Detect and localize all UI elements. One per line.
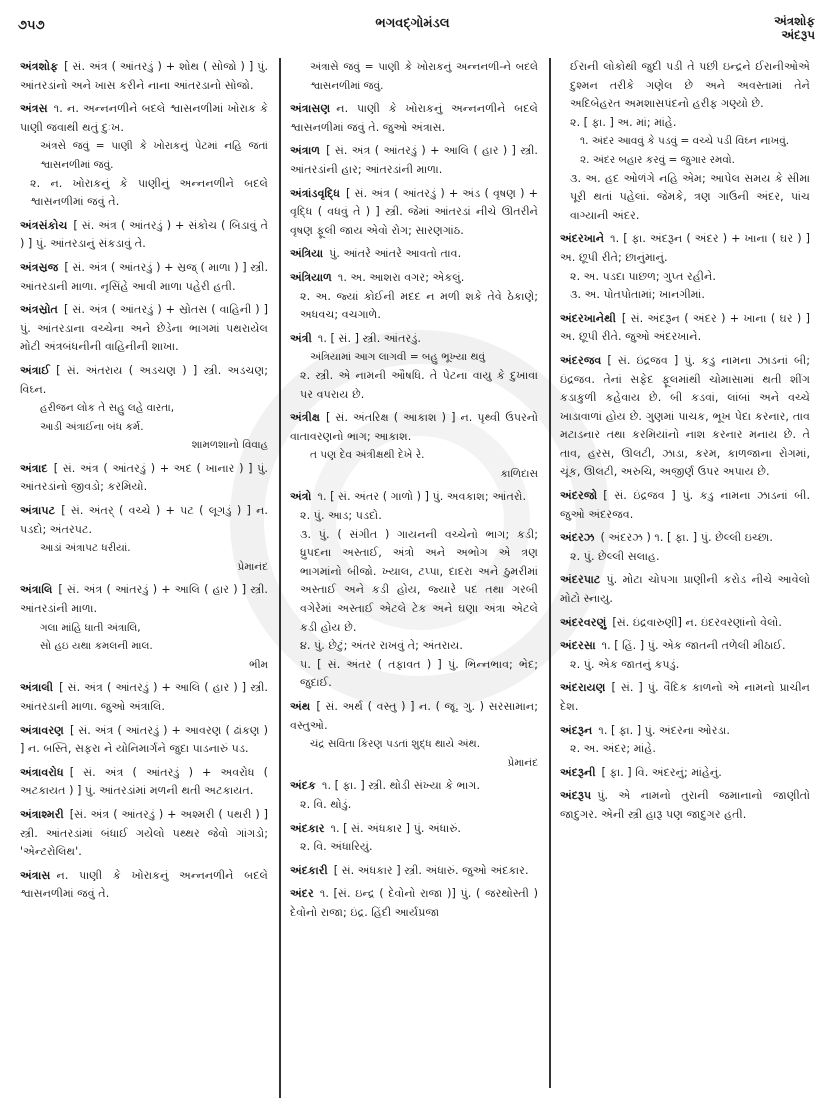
entry-main [560,529,810,548]
definition: પું. એ નામનો તુરાની જમાનાનો જાણીતો જાદુગર. એની સ્ત્રી હારૂ પણ જાદુગર હતી. [560,789,810,821]
page-header [0,0,825,58]
dictionary-entry [20,100,268,212]
entry-main [20,764,268,801]
definition: [ સં. અંત્ર ( આંતરડું ) + આલિ ( હાર ) ] સ્ત્રી. આંતરડાંની માળા. [20,583,268,616]
headword: અંદરસા [560,639,596,653]
definition: [ સં. અંત્ર ( આંતરડું ) + સંકોચ ( બિડાવું તે ) ] પું. આંતરડાનું સંકડાવું તે. [20,218,268,251]
usage-example: ત પણ દેવ અંત્રીક્ષથી દેખે રે. [310,449,425,462]
book-title: ભગવદ્ગોમંડલ [375,16,450,31]
entry-main [20,806,268,862]
headword: અંત્રાસણ [290,102,331,116]
headword: અંત્રી [290,331,312,345]
usage-example: ૨. અંદર બહાર કરવું = જુગાર રમવો. [580,153,735,166]
quote-attribution: કાળિદાસ [500,467,538,480]
sub-sense: ૨. સ્ત્રી. એ નામની ઔષધિ. તે પેટના વાયુ કે દુખાવા પર વપરાય છે. [300,368,538,401]
usage-example: સો હઇ યથા કમલની માલ. [40,640,153,653]
usage-example: અંત્રસે જવું = પાણી કે ખોરાકનું પેટમાં નહિ જતાં શ્વાસનળીમાં જવું. [40,140,268,171]
sub-sense: ૨. પું. એક જાતનું કપડું. [570,657,680,671]
definition: પું. મોટા ચોપગા પ્રાણીની કરોડ નીચે આવેલો મોટો સ્નાયુ. [560,573,810,606]
entry-main [290,777,538,796]
dictionary-columns [0,58,825,1108]
dictionary-entry [290,58,538,95]
dictionary-entry [290,820,538,857]
headword: અંત્રસ્રોત [20,303,58,317]
entry-main [20,259,268,296]
definition: [ સં. અંદરૂન ( અંદર ) + ખાના ( ઘર ) ] અ. છૂપી રીતે. જુઓ અંદરખાને. [560,311,810,344]
dictionary-entry [20,217,268,254]
entry-main [290,269,538,288]
headword: અંત્રાદ [20,461,48,475]
headword: અંદરૂની [560,765,596,779]
headword: અંત્રાસ [20,868,51,882]
entry-main [290,185,538,241]
headword: અંદરૂપ [560,789,592,803]
headword: અંત્રાશ્મરી [20,807,64,821]
dictionary-entry [290,862,538,881]
definition: ૧. અ. આશરા વગર; એકલું. [337,270,465,284]
sub-sense: ૨. અ. પડદા પાછળ; ગુપ્ત રહીને. [570,269,716,283]
dictionary-entry [20,362,268,455]
dictionary-entry [290,885,538,922]
dictionary-entry [560,571,810,608]
headword: અંથ [290,700,311,713]
quote-attribution: શામળશાનો વિવાહ [191,439,268,452]
dictionary-entry [560,487,810,524]
dictionary-entry [560,787,810,824]
dictionary-entry [560,614,810,633]
usage-example: આડી અંત્રાઈના બંધ કર્મ. [40,420,144,433]
sub-sense: ૨. ન. ખોરાકનું કે પાણીનું અન્નનળીને બદલે શ્વાસનળીમાં જવું તે. [30,176,268,209]
dictionary-entry [20,806,268,862]
entry-main [560,787,810,824]
sub-sense: ૪. પું. છેટું; અંતર રાખવું તે; અંતરાય. [300,639,463,653]
sub-sense: ૨. વિ. અંધારિયું. [300,840,373,854]
definition: [ સં. ઇંદ્રજવ ] પું. કડુ નામના ઝાડનાં બી; ઇંદ્રજવ. તેનાં સફેદ ફૂલમાંથી ચોમાસામાં થતી શીંગ કડાકુળી કહેવાય છે. બી કડવાં, લાંબાં અને વચ્ચે ખાડાવાળાં હોય છે. ગુણમાં પાચક, ભૂખ પેદા કરનાર, તાવ મટાડનાર તથા કરમિયાંનો નાશ કરનાર મનાય છે. તે તાવ, હરસ, ઊલટી, ઝાડા, કરમ, કાળજાના રોગમાં, ચૂંક, ઊલટી, અરુચિ, અજીર્ણ ઉપર અપાય છે. [560,353,810,479]
definition: [ સં. અંતરાય ( અડચણ ) ] સ્ત્રી. અડચણ; વિઘ્ન. [20,363,268,396]
entry-main [560,679,810,716]
dictionary-entry [20,259,268,296]
definition: [ સં. અંત્ર ( આંતરડું ) + સ્રોતસ ( વાહિની ) ] પું. આંતરડાના વચ્ચેના અને છેડેના ભાગમાં પથરાયેલ મોટી અંત્રબંધનીની વાહિનીની શાખા. [20,303,268,354]
headword: અંદર [290,887,314,901]
definition: [ સં. ] પું. વૈદિક કાળનો એ નામનો પ્રાચીન દેશ. [560,681,810,713]
headword: અંદરખાનેથી [560,311,616,325]
guide-word-last: અંદરૂપ [781,28,815,42]
entry-main [290,698,538,735]
entry-main [20,867,268,904]
entry-main [560,352,810,482]
dictionary-entry [290,269,538,325]
headword: અંત્રાવરણ [20,723,64,737]
entry-main [290,885,538,922]
dictionary-entry [290,100,538,137]
dictionary-entry [20,722,268,759]
definition: [ સં. અંધકાર ] સ્ત્રી. અંધારું. જુઓ અંદકાર. [333,863,529,877]
entry-main [560,614,810,633]
definition: [ સં. અંત્ર ( આંતરડું ) + અવરોધ ( અટકાયત ) ] પું. આંતરડાંમાં મળની થતી અટકાયત. [20,765,268,798]
dictionary-entry [20,460,268,497]
quote-attribution: પ્રેમાનંદ [507,756,538,769]
entry-main [20,217,268,254]
entry-main [290,100,538,137]
usage-example: આડાં અંત્રાપટ ધરીયાં. [40,542,131,555]
dictionary-entry [290,488,538,693]
quote-attribution: પ્રેમાનંદ [237,560,268,573]
definition: [ સં. અંત્ર ( આંતરડું ) + આલિ ( હાર ) ] સ્ત્રી. આંતરડાંની હાર; આંતરડાંની માળા. [290,144,538,176]
dictionary-entry [290,698,538,772]
definition: [ સં. અંત્ર ( આંતરડું ) + આલિ ( હાર ) ] સ્ત્રી. આંતરડાની માળા. જુઓ અંત્રાલિ. [20,681,268,713]
dictionary-entry [290,185,538,241]
definition: ૧. [ સં. ] સ્ત્રી. આંતરડું. [317,331,421,345]
column-2 [290,58,538,928]
entry-main [290,820,538,839]
dictionary-entry [560,764,810,783]
headword: અંત્રાલિ [20,583,53,597]
guide-word-first: અંત્રશોફ [774,14,815,28]
entry-main [20,301,268,357]
dictionary-entry [290,409,538,483]
dictionary-entry [290,142,538,179]
headword: અંદરઝ [560,531,595,545]
definition: [સં. અંત્ર ( આંતરડું ) + અશ્મરી ( પથરી ) ] સ્ત્રી. આંતરડાંમાં બંધાઈ ગયેલો પથ્થર જેવો ગાંગડો; 'એન્ટરોલિથ'. [20,807,268,859]
headword: અંદરજો [560,489,598,503]
headword: અંદકાર [290,821,325,835]
dictionary-entry [560,679,810,716]
dictionary-entry [20,679,268,716]
sub-sense: ૨. [ ફા. ] અ. માં; માંહે. [570,115,677,129]
headword: અંત્રિયા [290,247,324,261]
headword: અંત્રસ્રજ [20,260,59,274]
headword: અંત્રાલી [20,681,54,695]
definition: ૧. [ હિં. ] પું. એક જાતની તળેલી મીઠાઈ. [601,639,786,653]
entry-main [20,460,268,497]
sub-sense: ૨. પું. આડ; પડદો. [300,509,382,523]
sub-sense: ૩. પું. ( સંગીત ) ગાયનની વચ્ચેનો ભાગ; કડી; ધ્રુપદના અસ્તાઈ, અંત્રો અને અભોગ એ ત્રણ ભાગમાંનો બીજો. ખ્યાલ, ટપ્પા, દાદરા અને ઠુમરીમાં અસ્તાઈ અને કડી હોય, જ્યારે પદ તથા ગરબી વગેરેમાં અસ્તાઈ એટલે ટેક અને ઘણા અંત્રા એટલે કડી હોય છે. [300,527,538,634]
headword: અંદરપાટ [560,573,601,587]
definition: [ સં. અંત્ર ( આંતરડું ) + અદ ( ખાનાર ) ] પું. આંતરડાંનો જીવડો; કરમિયો. [20,461,268,494]
sub-sense: ૨. અ. અંદર; માંહે. [570,742,656,756]
usage-example: અંત્રિયામાં આગ લાગવી = બહુ ભૂખ્યા થવું [310,351,486,364]
definition: [ સં. અંત્ર ( આંતરડું ) + સ્રજ્ ( માળા ) ] સ્ત્રી. આંતરડાની માળા. નૃસિંહે આવી માળા પહેરી હતી. [20,260,268,293]
headword: અંદક [290,779,316,793]
headword: અંત્રાવરોધ [20,765,64,779]
entry-main [290,330,538,349]
definition: ૧. [ ફા. અંદરૂન ( અંદર ) + ખાના ( ઘર ) ] અ. છૂપી રીતે; છાનુંમાનું. [560,232,810,264]
definition: ૧. [ ફા. ] સ્ત્રી. થોડી સંખ્યા કે ભાગ. [321,779,481,793]
sub-sense: ૩. અ. પોતપોતામાં; ખાનગીમાં. [570,288,705,302]
dictionary-entry [20,764,268,801]
sub-sense: ૨. પું. છેલ્લી સલાહ. [570,549,660,563]
definition: [ સં. અંત્ર ( આંતરડું ) + અંડ ( વૃષણ ) + વૃદ્ધિ ( વધવું તે ) ] સ્ત્રી. જેમાં આંતરડાં નીચે ઊતરીને વૃષણ ફૂલી જાય એવો રોગ; સારણગાંઠ. [290,186,538,237]
dictionary-entry [560,637,810,674]
headword: અંદરખાને [560,232,605,246]
dictionary-entry [560,529,810,566]
entry-main [20,362,268,399]
headword: અંત્રાળ [290,144,321,158]
entry-main [20,502,268,539]
entry-main [560,722,810,741]
entry-main [20,581,268,618]
entry-main [560,764,810,783]
usage-example: ગલા માંહિ ધાતી અંત્રાલિ, [40,621,141,634]
headword: અંત્રસંકોચ [20,218,68,232]
column-1 [20,58,268,909]
usage-example: ૧. અંદર આવવું કે પડવું = વચ્ચે પડી વિઘ્ન નાખવું. [580,135,790,148]
headword: અંદરજવ [560,353,602,367]
definition: [ સં. અંત્ર ( આંતરડું ) + શોથ ( સોજો ) ] પું. આંતરડાંનો અને ખાસ કરીને નાના આંતરડાનો સોજો. [20,60,268,92]
column-3 [560,58,810,830]
definition: ૧. [ ફા. ] પું. અંદરના ઓરડા. [598,723,730,737]
entry-main [20,100,268,137]
headword: અંત્રાપટ [20,504,56,518]
dictionary-entry [20,502,268,576]
definition: [સં. ઇંદ્રવારુણી] ન. ઇંદરવરણાંનો વેલો. [612,615,782,629]
definition: [ ફા. ] વિ. અંદરનું; માંહેનું. [601,765,722,779]
headword: અંત્રાઈ [20,363,51,377]
definition: ૧. [ સં. અંતર ( ગાળો ) ] પું. અવકાશ; આંતરો. [317,490,527,504]
entry-main [560,487,810,524]
definition: [ સં. અંતર્ ( વચ્ચે ) + પટ ( લૂગડું ) ] ન. પડદો; અંતરપટ. [20,504,268,536]
entry-main [560,571,810,608]
usage-example: ચંદ્ર સવિતા કિરણ પડતાં શુદ્ધ થાયે અંથ. [310,738,481,751]
headword: અંદરૂન [560,723,593,737]
dictionary-entry [560,722,810,759]
entry-main [560,637,810,656]
definition: ૧. [સં. ઇન્દ્ર ( દેવોનો રાજા )] પું. ( જરથોસ્તી ) દેવોનો રાજા; ઇંદ્ર. હિંદી આર્યપ્રજા [290,887,538,919]
dictionary-entry [560,352,810,482]
entry-main [290,862,538,881]
dictionary-entry [20,58,268,95]
quote-attribution: ભીમ [249,658,268,671]
entry-main [560,230,810,267]
entry-main [290,245,538,264]
headword: અંત્રસ [20,102,48,116]
headword: અંદરાયણ [560,681,606,695]
column-divider [549,58,551,1088]
column-divider [279,58,281,1098]
headword: અંત્રિયાળ [290,270,332,284]
entry-continuation: ઈરાની લોકોથી જુદી પડી તે પછી ઇન્દ્રને ઈરાનીઓએ દુશ્મન તરીકે ગણેલ છે અને અવસ્તામાં તેને અદિબેહરત અમશાસપંદનો હરીફ ગણ્યો છે. [570,60,810,111]
page-number: ૭૫૭ [18,18,45,33]
definition: પું. આંતરે આંતરે આવતો તાવ. [329,247,462,261]
definition: ( અંદરઝ ) ૧. [ ફા. ] પું. છેલ્લી ઇચ્છા. [600,531,773,545]
definition: ન. પાણી કે ખોરાકનું અન્નનળીને બદલે શ્વાસનળીમાં જવું તે. [20,868,268,901]
definition: [ સં. અંતરિક્ષ ( આકાશ ) ] ન. પૃથ્વી ઉપરનો વાતાવરણનો ભાગ; આકાશ. [290,411,538,443]
definition: [ સં. ઇંદ્રજવ ] પું. કડુ નામના ઝાડનાં બી. જુઓ અંદરજવ. [560,489,810,521]
headword: અંદરવરણું [560,615,607,629]
headword: અંત્રીક્ષ [290,411,321,425]
entry-main [20,679,268,716]
headword: અંત્રો [290,490,312,504]
dictionary-entry [20,301,268,357]
dictionary-entry [560,310,810,347]
guide-words [774,14,815,42]
entry-main [20,58,268,95]
entry-main [20,722,268,759]
entry-main [290,409,538,446]
entry-main [290,142,538,179]
entry-main [560,310,810,347]
definition: [ સં. અર્થ ( વસ્તુ ) ] ન. ( જૂ. ગુ. ) સરસામાન; વસ્તુઓ. [290,700,538,732]
headword: અંદકારી [290,863,328,877]
dictionary-entry [560,230,810,304]
dictionary-entry [290,777,538,814]
sub-sense: ૩. અ. હદ ઓળંગે નહિ એમ; આપેલ સમય કે સીમા પૂરી થતાં પહેલાં. જેમકે, ત્રણ ગાઉની અંદર, પાંચ વાગ્યાની અંદર. [570,171,810,222]
usage-example: હરીજન લોક તે સહુ લહે વારતા, [40,402,175,415]
sub-sense: ૨. અ. જ્યાં કોઈની મદદ ન મળી શકે તેવે ઠેકાણે; અધવચ; વચગાળે. [300,289,538,322]
headword: અંત્રશોફ [20,60,59,73]
entry-main [290,488,538,507]
dictionary-entry [290,330,538,404]
definition: ન. પાણી કે ખોરાકનું અન્નનળીને બદલે શ્વાસનળીમાં જવું તે. જુઓ અંત્રાસ. [290,102,538,134]
usage-example: અંત્રાસે જવું = પાણી કે ખોરાકનું અન્નનળી-ને બદલે શ્વાસનળીમાં જવું. [310,61,538,92]
definition: ૧. ન. અન્નનળીને બદલે શ્વાસનળીમાં ખોરાક કે પાણી જવાથી થતું દુઃખ. [20,102,268,134]
headword: અંત્રાંડવૃદ્ધિ [290,186,341,200]
definition: ૧. [ સં. અંધકાર ] પું. અંધારું. [330,821,461,835]
dictionary-entry [20,867,268,904]
definition: [ સં. અંત્ર ( આંતરડું ) + આવરણ ( ઢાંકણ ) ] ન. બસ્તિ, સફરા ને યોનિમાર્ગને જુદા પાડનારું પડ. [20,723,268,756]
dictionary-entry [20,581,268,674]
dictionary-entry [560,58,810,225]
sub-sense: ૫. [ સં. અંતર ( તફાવત ) ] પું. ભિન્નભાવ; ભેદ; જુદાઈ. [300,657,538,690]
sub-sense: ૨. વિ. થોડું. [300,797,352,811]
dictionary-entry [290,245,538,264]
